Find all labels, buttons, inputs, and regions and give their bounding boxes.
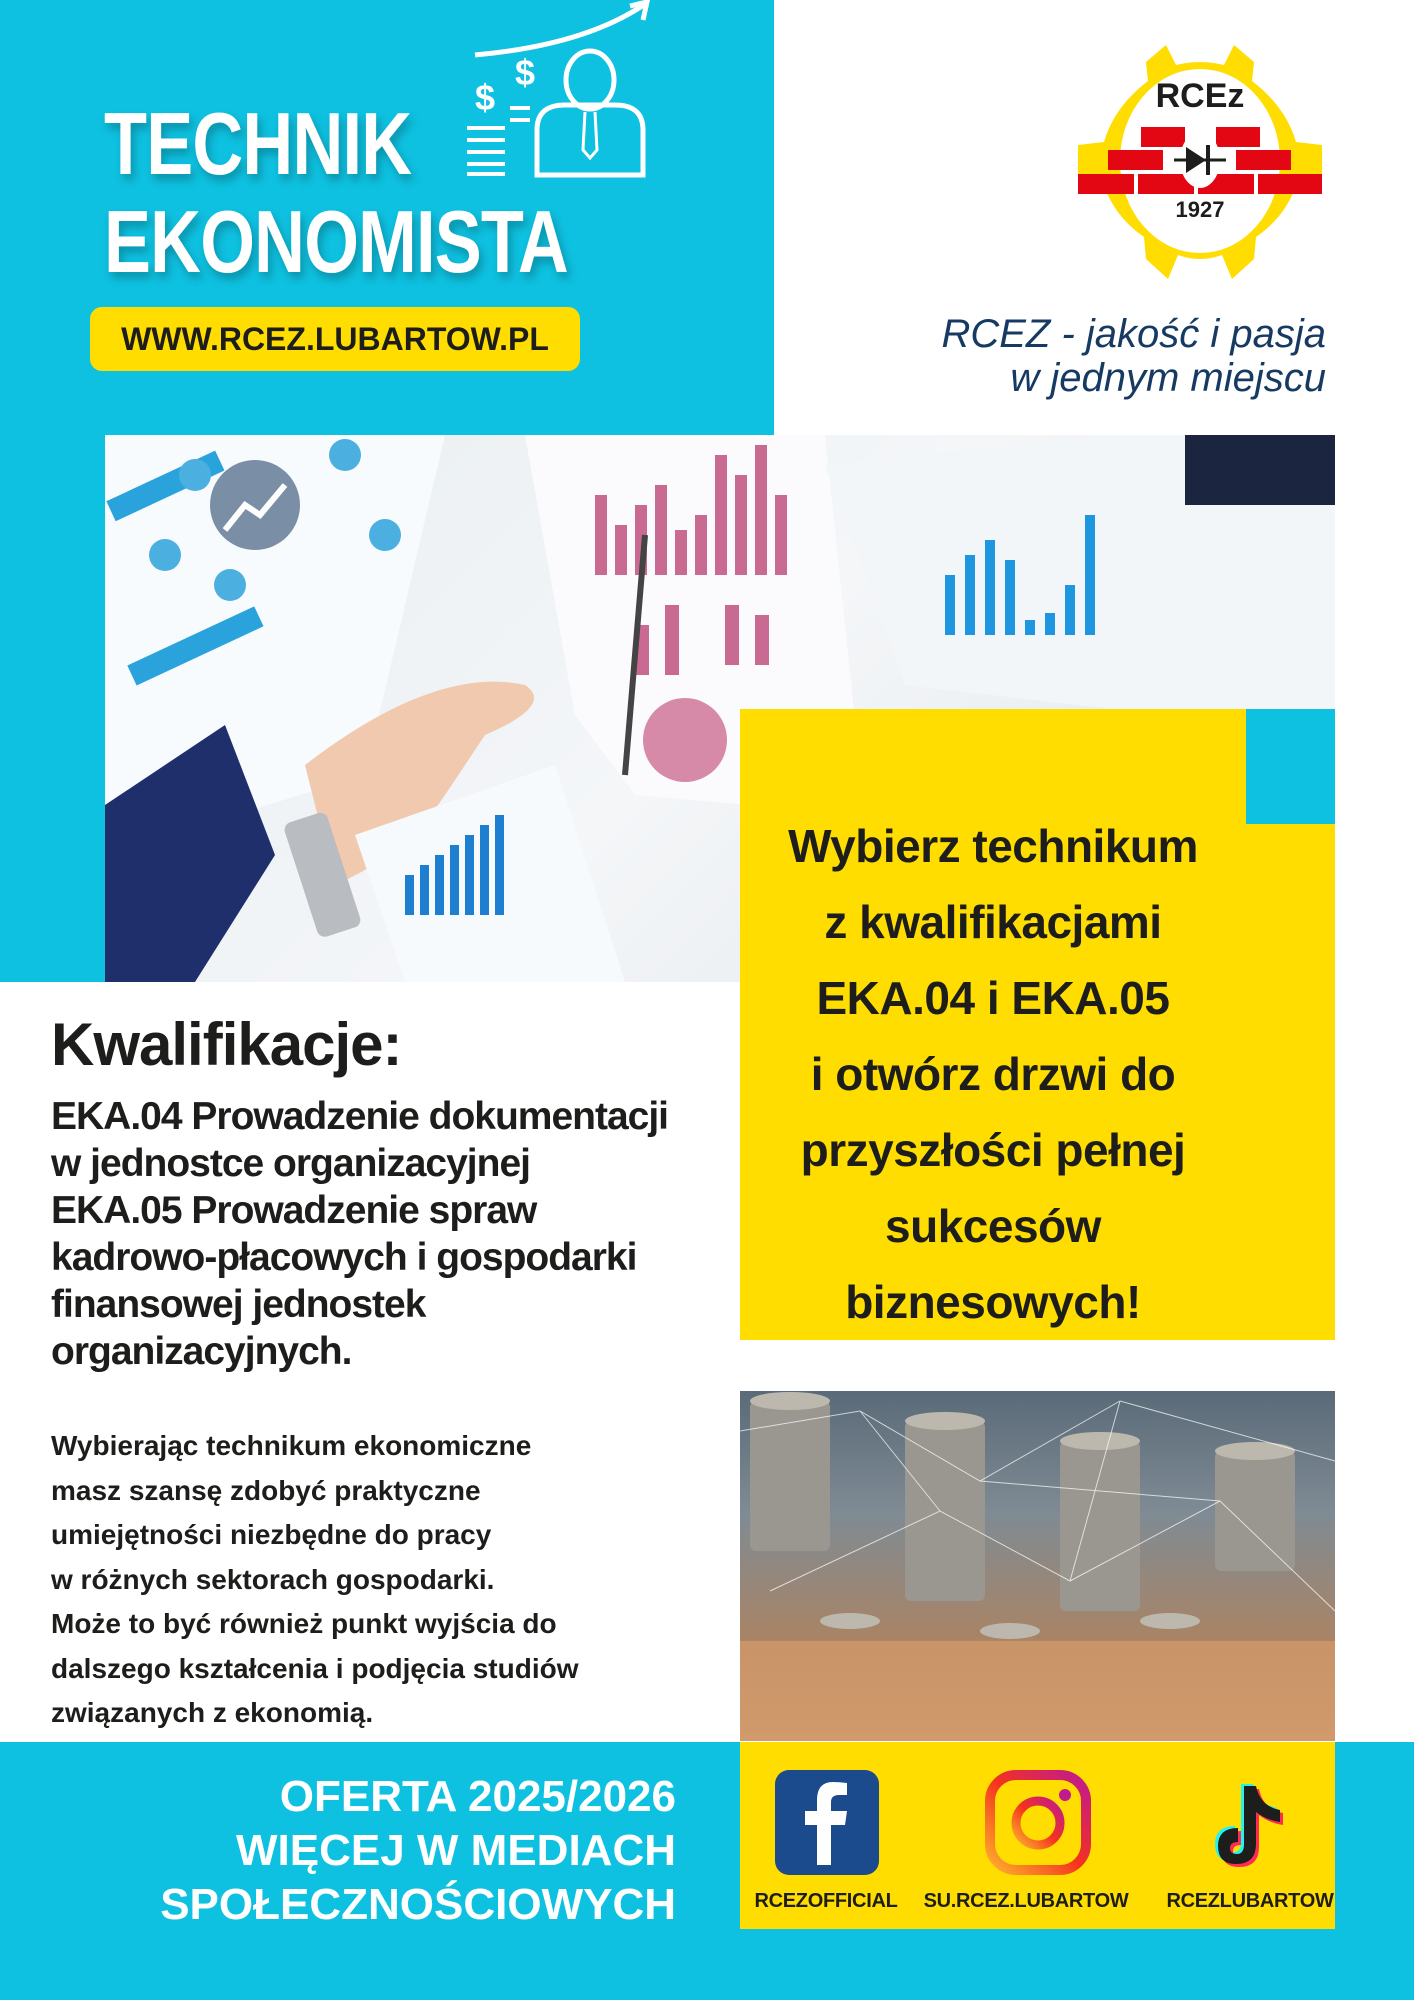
qualifications-list <box>51 1093 668 1375</box>
tagline-line-1: RCEZ - jakość i pasja <box>941 312 1326 356</box>
promo-line: EKA.04 i EKA.05 <box>816 972 1170 1024</box>
description-line: w różnych sektorach gospodarki. <box>51 1563 495 1595</box>
promo-line: przyszłości pełnej <box>800 1124 1186 1176</box>
footer-text <box>160 1770 676 1932</box>
qualifications-title: Kwalifikacje: <box>51 1011 402 1078</box>
footer-line: SPOŁECZNOŚCIOWYCH <box>160 1880 676 1929</box>
promo-line: i otwórz drzwi do <box>810 1048 1176 1100</box>
decorative-square <box>1246 709 1335 824</box>
promo-line: Wybierz technikum <box>788 820 1198 872</box>
coins-illustration <box>740 1391 1335 1741</box>
description-line: masz szansę zdobyć praktyczne <box>51 1474 481 1506</box>
promo-text <box>740 808 1246 1340</box>
description <box>51 1424 578 1736</box>
description-line: Wybierając technikum ekonomiczne <box>51 1430 532 1461</box>
description-line: dalszego kształcenia i podjęcia studiów <box>51 1652 579 1684</box>
svg-text:RCEz: RCEz <box>1155 77 1245 115</box>
qualification-line: EKA.04 Prowadzenie dokumentacji <box>51 1095 669 1138</box>
description-line: umiejętności niezbędne do pracy <box>51 1519 492 1550</box>
title-line-1: TECHNIK <box>104 94 412 193</box>
footer-line: WIĘCEJ W MEDIACH <box>236 1826 676 1875</box>
tiktok-label[interactable]: RCEZLUBARTOW <box>1166 1890 1334 1912</box>
description-line: związanych z ekonomią. <box>51 1697 374 1728</box>
svg-text:$: $ <box>475 77 496 118</box>
facebook-icon[interactable] <box>775 1770 879 1875</box>
qualification-line: EKA.05 Prowadzenie spraw <box>51 1189 537 1232</box>
decorative-strip <box>0 435 105 982</box>
promo-line: biznesowych! <box>845 1276 1141 1328</box>
instagram-label[interactable]: SU.RCEZ.LUBARTOW <box>923 1890 1129 1912</box>
rcez-logo <box>1076 37 1324 281</box>
qualification-line: organizacyjnych. <box>51 1330 352 1373</box>
qualification-line: w jednostce organizacyjnej <box>51 1142 530 1185</box>
footer-line: OFERTA 2025/2026 <box>279 1772 676 1821</box>
svg-text:1927: 1927 <box>1175 197 1225 222</box>
qualification-line: finansowej jednostek <box>51 1283 426 1326</box>
tiktok-icon[interactable] <box>1208 1782 1294 1876</box>
qualification-line: kadrowo-płacowych i gospodarki <box>51 1236 637 1279</box>
website-link[interactable]: WWW.RCEZ.LUBARTOW.PL <box>90 307 580 371</box>
title-line-2: EKONOMISTA <box>104 192 568 291</box>
tagline-line-2: w jednym miejscu <box>1010 356 1326 400</box>
facebook-label[interactable]: RCEZOFFICIAL <box>754 1890 898 1912</box>
promo-line: z kwalifikacjami <box>824 896 1162 948</box>
svg-text:$: $ <box>515 52 536 93</box>
instagram-icon[interactable] <box>985 1770 1091 1875</box>
coins-photo <box>740 1391 1335 1741</box>
tagline <box>941 312 1326 400</box>
promo-line: sukcesów <box>885 1200 1101 1252</box>
economist-icon <box>465 0 650 180</box>
description-line: Może to być również punkt wyjścia do <box>51 1608 557 1639</box>
